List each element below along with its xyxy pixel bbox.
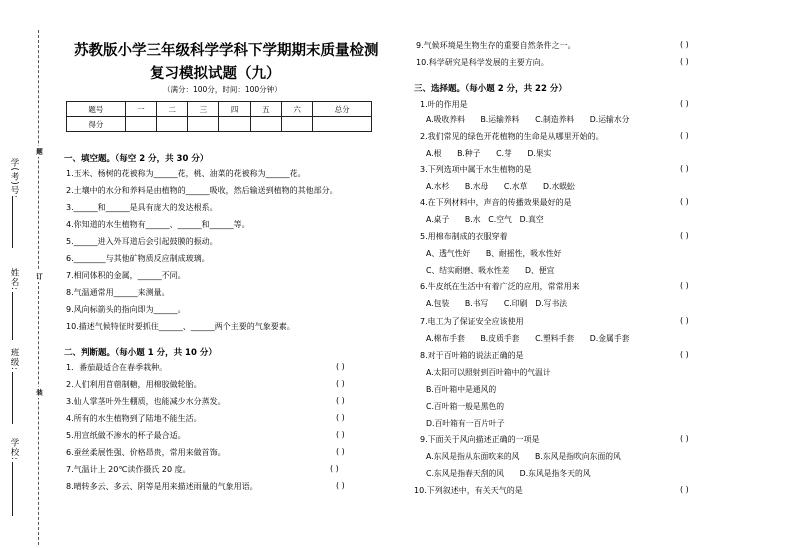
choice-option: D.百叶箱有一百片叶子 (426, 419, 505, 428)
exam-info: （满分：100分，时间：100分钟） (163, 85, 282, 94)
score-cell: 一 (125, 102, 156, 117)
choice-question: 4.在下列材料中，声音的传播效果最好的是 (420, 198, 572, 207)
fill-question: 5.______进入外耳道后会引起鼓膜的振动。 (66, 237, 218, 246)
score-input-cell[interactable] (157, 117, 188, 132)
judge-question: 10.科学研究是科学发展的主要方向。 (416, 58, 549, 67)
fill-question: 1.玉米、杨树的花被称为______花，桃、油菜的花被称为______花。 (66, 169, 306, 178)
judge-question: 6.蚕丝柔展性强、价格昂贵，常用来做首饰。 (66, 448, 226, 457)
answer-paren[interactable]: ( ) (680, 485, 689, 494)
judge-question: 2.人们利用苜蓿制糖，用棉胶做轮胎。 (66, 380, 202, 389)
fill-question: 7.相同体积的金属，______不同。 (66, 271, 186, 280)
school-line (12, 462, 13, 516)
score-cell: 五 (250, 102, 281, 117)
school-label: 学校: (9, 438, 19, 461)
choice-question: 10.下列叙述中，有关天气的是 (414, 486, 523, 495)
answer-paren[interactable]: ( ) (680, 434, 689, 443)
choice-options: A.棉布手套 B.皮质手套 C.塑料手套 D.金属手套 (426, 334, 630, 343)
answer-paren[interactable]: ( ) (336, 396, 345, 405)
binding-dashed-line (38, 30, 39, 545)
score-input-cell[interactable] (125, 117, 156, 132)
choice-option: B.百叶箱中是通风的 (426, 385, 497, 394)
choice-options: C、结实耐磨、吸水性差 D、便宜 (426, 266, 555, 275)
answer-paren[interactable]: ( ) (680, 350, 689, 359)
choice-options: A.根 B.种子 C.芽 D.果实 (426, 149, 552, 158)
seal-mark-zhuang: 装 (35, 387, 42, 398)
answer-paren[interactable]: ( ) (680, 197, 689, 206)
answer-paren[interactable]: ( ) (336, 481, 345, 490)
fill-question: 4.你知道的水生植物有______、______和______等。 (66, 220, 250, 229)
answer-paren[interactable]: ( ) (336, 430, 345, 439)
answer-paren[interactable]: ( ) (680, 231, 689, 240)
seal-mark-ti: 题 (35, 146, 42, 157)
choice-options: A.桌子 B.水 C.空气 D.真空 (426, 215, 544, 224)
score-table (66, 101, 372, 132)
choice-option: A.太阳可以照射到百叶箱中的气温计 (426, 368, 551, 377)
student-id-label: 学(考)号: (9, 158, 19, 199)
choice-options: A.包装 B.书写 C.印刷 D.写书法 (426, 299, 568, 308)
choice-question: 3.下列选项中属于水生植物的是 (420, 165, 532, 174)
choice-question: 5.用棉布制成的衣服穿着 (420, 232, 508, 241)
choice-question: 1.叶的作用是 (420, 100, 468, 109)
answer-paren[interactable]: ( ) (336, 379, 345, 388)
fill-question: 8.气温通常用______来测量。 (66, 288, 170, 297)
choice-options: A.水杉 B.水母 C.水草 D.水蜈蚣 (426, 182, 575, 191)
score-cell: 二 (157, 102, 188, 117)
score-input-cell[interactable] (188, 117, 219, 132)
choice-question: 8.对于百叶箱的说法正确的是 (420, 351, 524, 360)
score-row-label: 得分 (67, 117, 126, 132)
choice-options: A.东风是指从东面吹来的风 B.东风是指吹向东面的风 (426, 452, 621, 461)
section3-heading: 三、选择题。（每小题 2 分，共 22 分） (414, 84, 567, 94)
judge-question: 1．番茄最适合在春季栽种。 (66, 363, 168, 372)
page-title-line1: 苏教版小学三年级科学学科下学期期末质量检测 (74, 43, 379, 59)
answer-paren[interactable]: ( ) (680, 57, 689, 66)
score-cell: 题号 (67, 102, 126, 117)
choice-option: C.百叶箱一般是黑色的 (426, 402, 505, 411)
choice-question: 6.牛皮纸在生活中有着广泛的应用，常常用来 (420, 282, 580, 291)
score-input-cell[interactable] (219, 117, 250, 132)
choice-question: 9.下面关于风向描述正确的一项是 (420, 435, 540, 444)
answer-paren[interactable]: ( ) (680, 99, 689, 108)
fill-question: 3.______和______是具有庞大的发达根系。 (66, 203, 218, 212)
answer-paren[interactable]: ( ) (680, 281, 689, 290)
answer-paren[interactable]: ( ) (336, 447, 345, 456)
name-label: 姓名: (9, 268, 19, 291)
seal-mark-ding: 订 (35, 271, 42, 282)
judge-question: 4.所有的水生植物到了陆地不能生活。 (66, 414, 202, 423)
choice-question: 2.我们常见的绿色开花植物的生命是从哪里开始的。 (420, 132, 604, 141)
judge-question: 3.仙人掌茎叶外生棚质，也能减少水分蒸发。 (66, 397, 226, 406)
score-cell: 六 (281, 102, 312, 117)
student-id-line (12, 196, 13, 248)
score-input-cell[interactable] (313, 117, 372, 132)
fill-question: 9.风向标箭头的指向即为______。 (66, 305, 186, 314)
score-table-score-row (67, 117, 372, 132)
score-table-header-row (67, 102, 372, 117)
section2-heading: 二、判断题。（每小题 1 分，共 10 分） (64, 348, 217, 358)
choice-options: C.东风是指春天刮的风 D.东风是指冬天的风 (426, 469, 591, 478)
answer-paren[interactable]: ( ) (680, 131, 689, 140)
choice-options: A.吸收养料 B.运输养料 C.制造养料 D.运输水分 (426, 115, 630, 124)
judge-question: 8.晴转多云、多云、阴等是用来描述雨量的气象用语。 (66, 482, 258, 491)
score-input-cell[interactable] (250, 117, 281, 132)
score-cell: 四 (219, 102, 250, 117)
fill-question: 2.土壤中的水分和养料是由植物的______吸收，然后输送到植物的其他部分。 (66, 186, 338, 195)
fill-question: 6.________与其他矿物质反应制成玻璃。 (66, 254, 210, 263)
page-title-line2: 复习模拟试题（九） (150, 66, 281, 82)
class-line (12, 372, 13, 424)
name-line (12, 292, 13, 340)
answer-paren[interactable]: ( ) (680, 164, 689, 173)
answer-paren[interactable]: ( ) (680, 316, 689, 325)
class-label: 班级: (9, 348, 19, 371)
answer-paren[interactable]: ( ) (336, 413, 345, 422)
judge-question: 9.气候环境是生物生存的重要自然条件之一。 (416, 41, 576, 50)
answer-paren[interactable]: ( ) (330, 464, 339, 473)
judge-question: 7.气温计上 20℃读作摄氏 20 度。 (66, 465, 191, 474)
choice-question: 7.电工为了保证安全应该使用 (420, 317, 524, 326)
choice-options: A、透气性好 B、耐摇性，吸水性好 (426, 249, 562, 258)
score-cell: 总分 (313, 102, 372, 117)
section1-heading: 一、填空题。（每空 2 分，共 30 分） (64, 154, 209, 164)
judge-question: 5.用宣纸做不渗水的杯子最合适。 (66, 431, 186, 440)
score-input-cell[interactable] (281, 117, 312, 132)
answer-paren[interactable]: ( ) (336, 362, 345, 371)
fill-question: 10.描述气候特征时要抓住______、______两个主要的气象要素。 (66, 322, 295, 331)
score-cell: 三 (188, 102, 219, 117)
answer-paren[interactable]: ( ) (680, 40, 689, 49)
